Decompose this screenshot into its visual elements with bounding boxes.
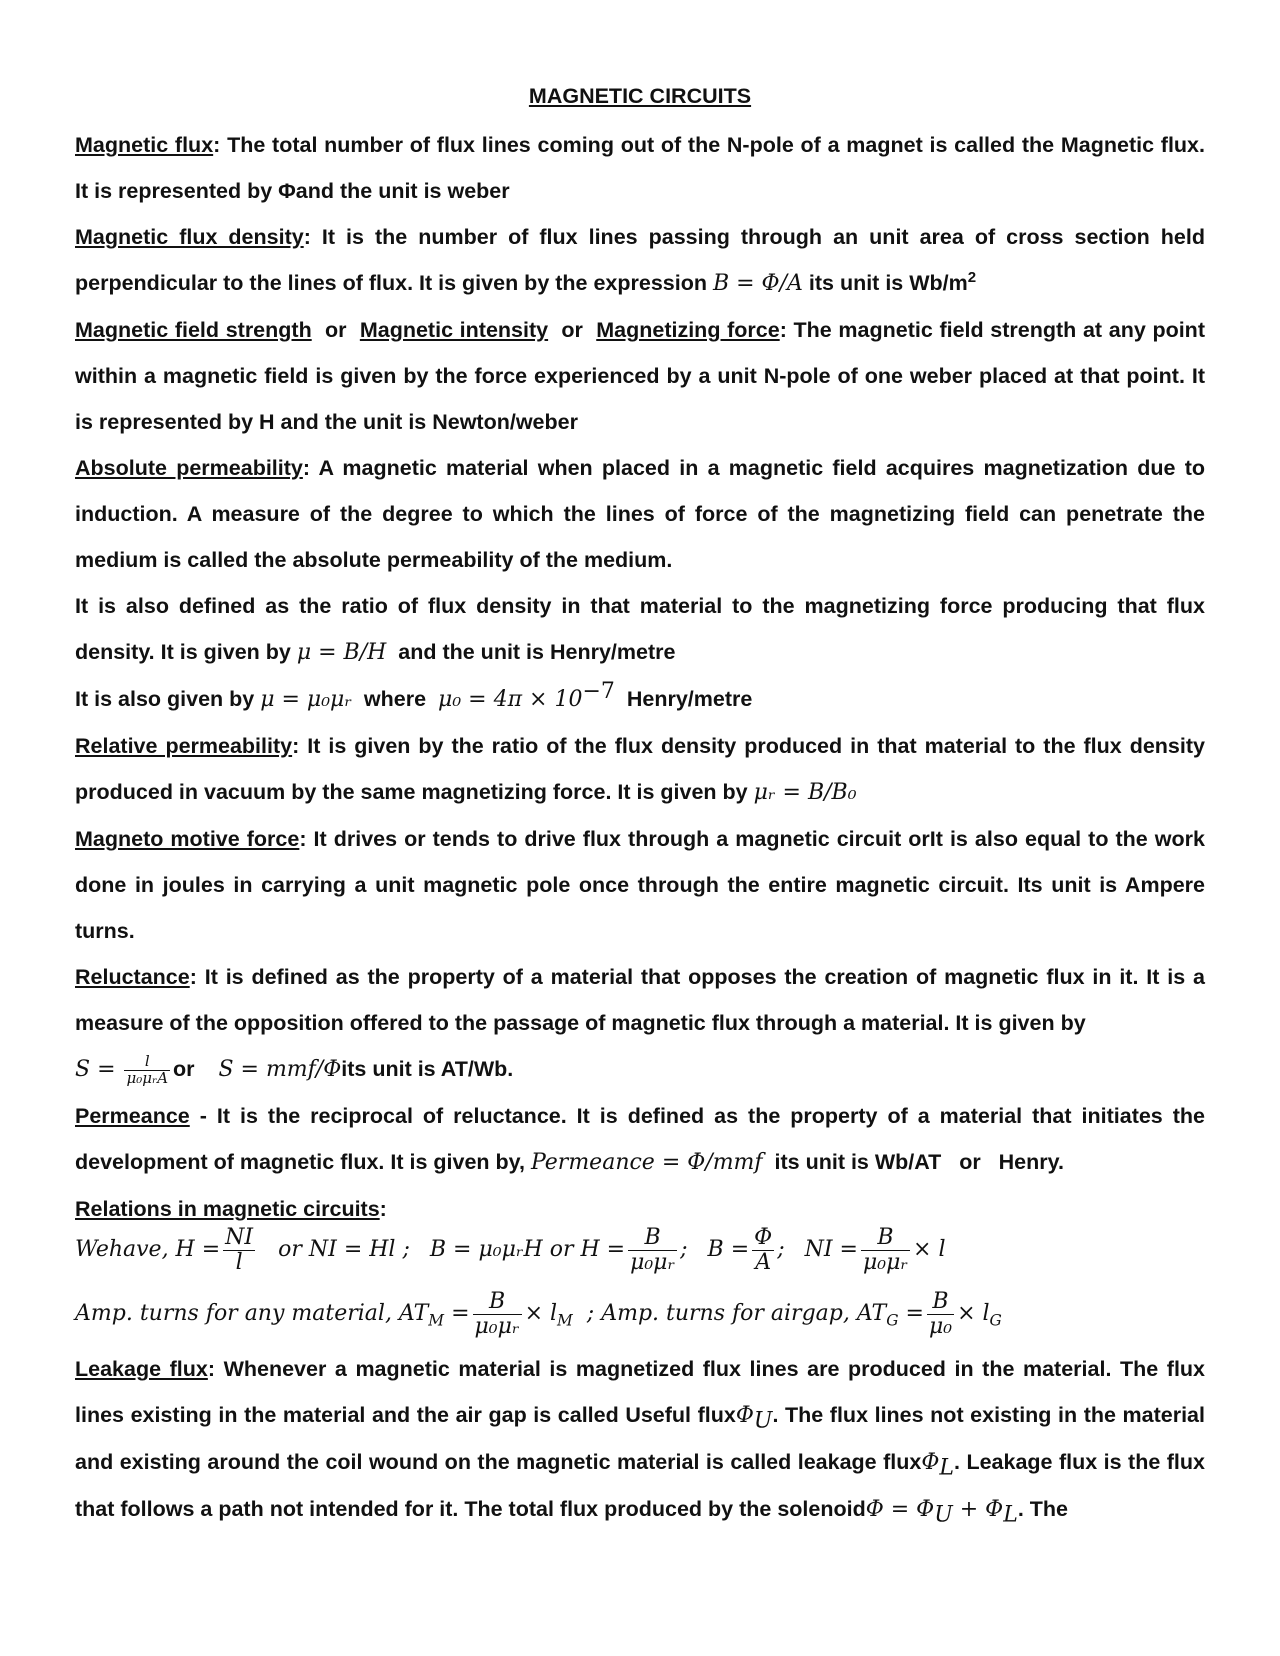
eq-ni-hl: or NI = Hl ; (278, 1237, 410, 1262)
relations-equation-row-2 (75, 1282, 1205, 1346)
mmf-paragraph (75, 816, 1205, 954)
eq-at-airgap-lhs: ; Amp. turns for airgap, AT (586, 1301, 887, 1326)
ratio-unit: and the unit is Henry/metre (386, 640, 676, 664)
eq-times-lg: × l (957, 1301, 990, 1326)
eq-airgap-mu0-denominator: μ₀ (928, 1313, 953, 1339)
flux-density-unit: its unit is Wb/m (802, 271, 968, 295)
eq-at-material-fraction (473, 1290, 522, 1337)
ratio-formula: μ = B/H (296, 640, 387, 665)
leakage-text-2: . The flux lines not existing in the material and existing around the coil wound on the magnetic material is called leakage flux (75, 1403, 1205, 1474)
ratio-text: It is also defined as the ratio of flux density in that material to the magnetizing force producing that flux density. It is given by (75, 594, 1205, 664)
eq-sep-1: ; (680, 1237, 688, 1262)
absolute-permeability-paragraph (75, 445, 1205, 583)
page-title: MAGNETIC CIRCUITS (528, 84, 752, 108)
eq-airgap-b-numerator: B (932, 1289, 949, 1315)
absolute-permeability-ratio (75, 583, 1205, 676)
field-strength-paragraph (75, 307, 1205, 445)
magnetic-flux-paragraph (75, 122, 1205, 214)
eq-b-over-mu-2 (861, 1226, 910, 1273)
eq-equals-2: = (905, 1301, 924, 1326)
absolute-permeability-relation (75, 676, 1205, 723)
mu0-exponent: −7 (582, 678, 615, 704)
term-relative-permeability: Relative permeability (75, 734, 293, 758)
eq-at-b-numerator: B (488, 1289, 506, 1315)
eq-ni-numerator: NI (225, 1225, 254, 1251)
flux-density-text: : It is the number of flux lines passing through an unit area of cross section held perpendicular to the lines of flux. It is given by the expression (75, 225, 1205, 295)
eq-b-over-mu (628, 1226, 677, 1273)
term-separator-1: or (311, 318, 360, 342)
relations-equation-row-1 (75, 1218, 1205, 1282)
eq-b-numerator-2: B (877, 1225, 894, 1251)
relative-permeability-paragraph (75, 723, 1205, 816)
term-field-strength: Magnetic field strength (75, 318, 312, 342)
term-absolute-permeability: Absolute permeability (75, 456, 303, 480)
reluctance-paragraph (75, 954, 1205, 1046)
eq-at-mu-denominator: μ₀μᵣ (474, 1313, 520, 1339)
eq-lm-sub: M (557, 1311, 573, 1330)
relation-prefix: It is also given by (75, 687, 261, 711)
relation-formula: μ = μ₀μᵣ (260, 687, 352, 712)
phi-leakage: Φ (921, 1450, 940, 1475)
eq-times-l: × l (913, 1237, 946, 1262)
term-magnetizing-force: Magnetizing force (596, 318, 780, 342)
permeance-unit: its unit is Wb/AT or Henry. (762, 1150, 1064, 1174)
mu0-formula: μ₀ = 4π × 10 (438, 687, 583, 712)
eq-at-airgap-fraction (927, 1290, 954, 1337)
relative-permeability-text: : It is given by the ratio of the flux density produced in that material to the flux density produced in vacuum by the same magnetizing force. It is given by (75, 734, 1205, 804)
term-magnetic-flux: Magnetic flux (75, 133, 214, 157)
reluctance-text: : It is defined as the property of a material that opposes the creation of magnetic flux in it. It is a measure of the opposition offered to the passage of magnetic flux through a material. It is given by (75, 965, 1205, 1035)
mmf-text: : It drives or tends to drive flux through a magnetic circuit orIt is also equal to the work done in joules in carrying a unit magnetic pole once through the entire magnetic circuit. Its unit is Ampere turns. (75, 827, 1205, 943)
reluctance-lhs: S = (75, 1057, 116, 1082)
term-relations: Relations in magnetic circuits (75, 1197, 380, 1221)
reluctance-unit: its unit is AT/Wb. (341, 1057, 514, 1081)
reluctance-fraction (124, 1054, 170, 1087)
total-flux-sub-u: U (934, 1502, 953, 1528)
flux-density-paragraph (75, 214, 1205, 307)
permeance-paragraph (75, 1093, 1205, 1186)
total-flux-sub-l: L (1003, 1502, 1018, 1528)
magnetic-flux-text: : The total number of flux lines coming out of the N-pole of a magnet is called the Magnetic flux. It is represented by Φand the unit is weber (75, 133, 1205, 203)
flux-density-unit-exponent: 2 (967, 268, 977, 286)
term-magnetic-intensity: Magnetic intensity (359, 318, 549, 342)
term-mmf: Magneto motive force (75, 827, 300, 851)
term-separator-2: or (548, 318, 597, 342)
leakage-text-1: : Whenever a magnetic material is magnetized flux lines are produced in the material. The flux lines existing in the material and the air gap is called Useful flux (75, 1357, 1206, 1427)
eq-equals-1: = (451, 1301, 470, 1326)
eq-h-lhs: Wehave, H = (75, 1237, 221, 1262)
mu0-unit: Henry/metre (614, 687, 753, 711)
eq-mu-denominator-2: μ₀μᵣ (862, 1249, 909, 1275)
eq-ni-lhs: NI = (804, 1237, 858, 1262)
leakage-flux-paragraph (75, 1346, 1205, 1533)
eq-sep-2: ; (777, 1237, 785, 1262)
field-strength-text: : The magnetic field strength at any point within a magnetic field is given by the force experienced by a unit N-pole of one weber placed at that point. It is represented by H and the unit is Newton/weber (75, 318, 1205, 434)
eq-phi-over-a (752, 1226, 774, 1273)
flux-density-formula: B = Φ/A (712, 271, 803, 296)
reluctance-or: or (173, 1057, 195, 1081)
term-flux-density: Magnetic flux density (75, 225, 304, 249)
eq-b-lhs: B = (707, 1237, 750, 1262)
term-reluctance: Reluctance (75, 965, 190, 989)
eq-mu-denominator: μ₀μᵣ (630, 1249, 676, 1275)
reluctance-mmf-formula: S = mmf/Φ (218, 1057, 342, 1082)
term-permeance: Permeance (75, 1104, 190, 1128)
eq-b-mu-h: B = μ₀μᵣH or H = (429, 1237, 626, 1262)
permeance-text: - It is the reciprocal of reluctance. It is defined as the property of a material that initiates the development of magnetic flux. It is given by, (75, 1104, 1205, 1174)
term-leakage-flux: Leakage flux (75, 1357, 208, 1381)
relations-colon: : (379, 1197, 387, 1221)
total-flux-plus: + Φ (952, 1497, 1004, 1522)
reluctance-numerator: l (144, 1052, 150, 1071)
eq-phi-numerator: Φ (754, 1225, 773, 1251)
absolute-permeability-text: : A magnetic material when placed in a magnetic field acquires magnetization due to induction. A measure of the degree to which the lines of force of the magnetizing field can penetrate the medium is called the absolute permeability of the medium. (75, 456, 1206, 572)
eq-at-airgap-sub: G (886, 1311, 899, 1330)
phi-leakage-sub: L (939, 1455, 954, 1481)
leakage-text-4: . The (1017, 1497, 1069, 1521)
eq-b-numerator: B (644, 1225, 661, 1251)
relative-permeability-formula: μᵣ = B/B₀ (753, 780, 857, 805)
relation-where: where (351, 687, 439, 711)
reluctance-formula-line (75, 1046, 1205, 1093)
eq-a-denominator: A (752, 1250, 774, 1274)
total-flux-formula: Φ = Φ (865, 1497, 935, 1522)
eq-lg-sub: G (989, 1311, 1002, 1330)
eq-at-material-lhs: Amp. turns for any material, AT (75, 1301, 429, 1326)
phi-useful-sub: U (753, 1408, 773, 1434)
document-page (75, 70, 1205, 1533)
reluctance-denominator: μ₀μᵣA (126, 1068, 169, 1087)
leakage-text-3: . Leakage flux is the flux that follows a path not intended for it. The total flux produced by the solenoid (75, 1450, 1205, 1521)
permeance-formula: Permeance = Φ/mmf (530, 1150, 763, 1175)
eq-at-material-sub: M (428, 1311, 445, 1330)
eq-ni-over-l (223, 1226, 255, 1273)
eq-times-lm: × l (524, 1301, 558, 1326)
phi-useful: Φ (735, 1403, 754, 1428)
eq-ni-denominator: l (223, 1250, 255, 1274)
